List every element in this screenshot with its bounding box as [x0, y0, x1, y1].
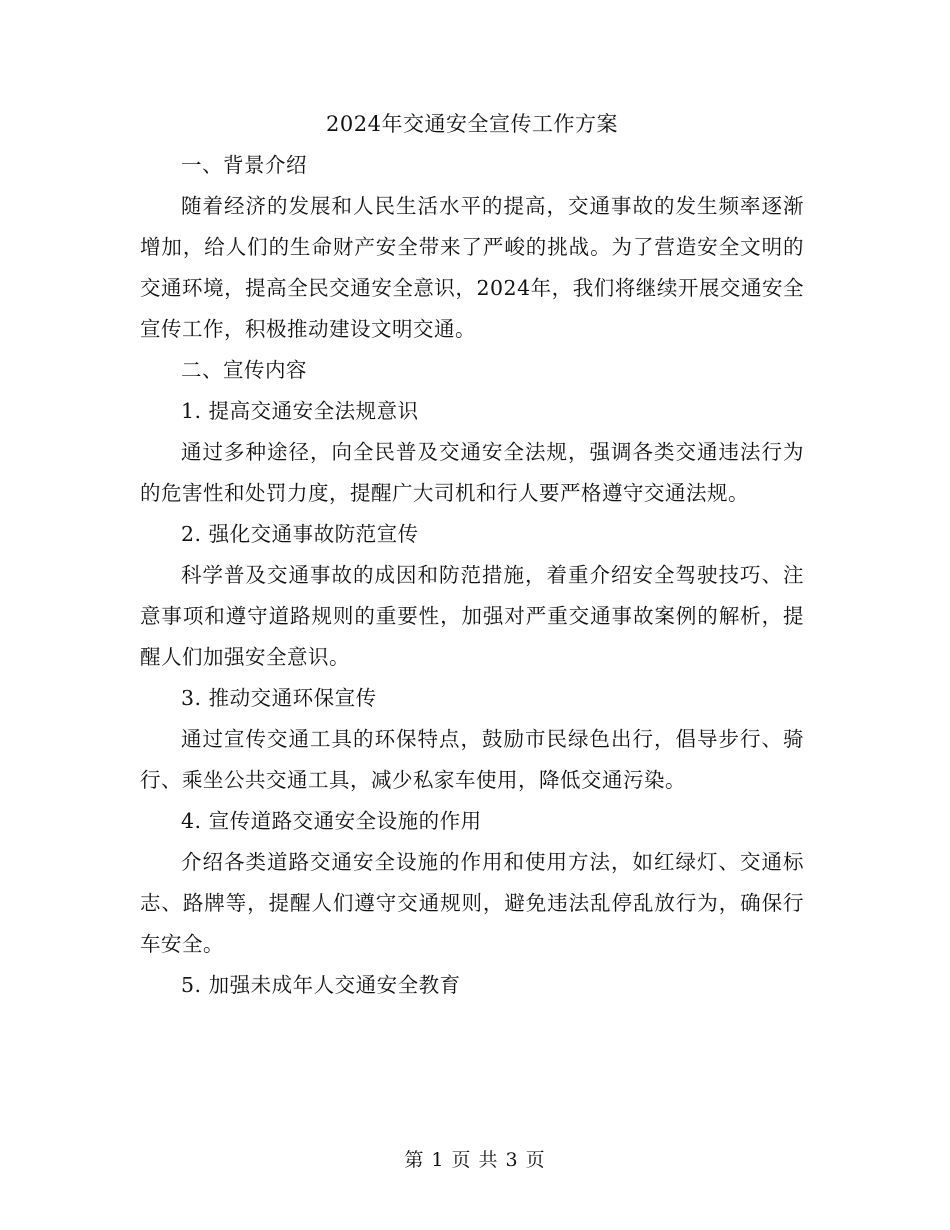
subheading-5: 5. 加强未成年人交通安全教育 [181, 973, 461, 997]
subheading-3: 3. 推动交通环保宣传 [181, 686, 377, 710]
section-heading-background: 一、背景介绍 [181, 153, 307, 177]
document-body [140, 104, 804, 1006]
paragraph-3: 通过宣传交通工具的环保特点，鼓励市民绿色出行，倡导步行、骑行、乘坐公共交通工具，减少私家车使用，降低交通污染。 [140, 727, 804, 792]
section-heading-content: 二、宣传内容 [181, 358, 307, 382]
paragraph-4: 介绍各类道路交通安全设施的作用和使用方法，如红绿灯、交通标志、路牌等，提醒人们遵守交通规则，避免违法乱停乱放行为，确保行车安全。 [140, 850, 804, 956]
document-title: 2024年交通安全宣传工作方案 [326, 112, 618, 136]
paragraph-background: 随着经济的发展和人民生活水平的提高，交通事故的发生频率逐渐增加，给人们的生命财产安全带来了严峻的挑战。为了营造安全文明的交通环境，提高全民交通安全意识，2024年，我们将继续开展交通安全宣传工作，积极推动建设文明交通。 [140, 194, 804, 341]
subheading-1: 1. 提高交通安全法规意识 [181, 399, 419, 423]
paragraph-2: 科学普及交通事故的成因和防范措施，着重介绍安全驾驶技巧、注意事项和遵守道路规则的重要性，加强对严重交通事故案例的解析，提醒人们加强安全意识。 [140, 563, 804, 669]
page-footer: 第 1 页 共 3 页 [404, 1149, 546, 1171]
subheading-2: 2. 强化交通事故防范宣传 [181, 522, 419, 546]
subheading-4: 4. 宣传道路交通安全设施的作用 [181, 809, 482, 833]
paragraph-1: 通过多种途径，向全民普及交通安全法规，强调各类交通违法行为的危害性和处罚力度，提醒广大司机和行人要严格遵守交通法规。 [140, 440, 804, 505]
